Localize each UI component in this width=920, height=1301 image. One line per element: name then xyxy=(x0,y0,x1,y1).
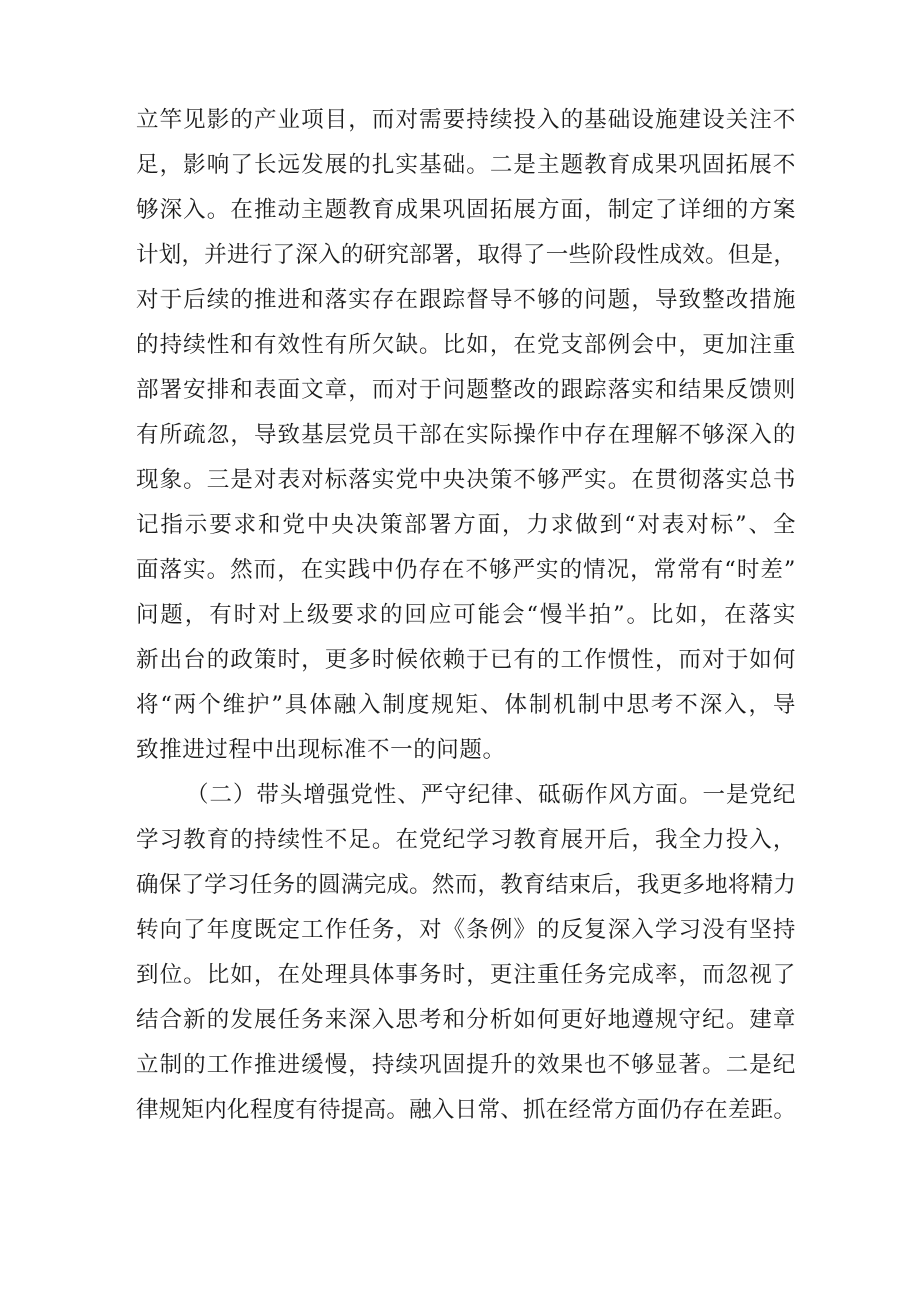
text-line: 有所疏忽，导致基层党员干部在实际操作中存在理解不够深入的 xyxy=(136,422,796,448)
text-line: 律规矩内化程度有待提高。融入日常、抓在经常方面仍存在差距。 xyxy=(136,1097,796,1123)
text-line: 转向了年度既定工作任务，对《条例》的反复深入学习没有坚持 xyxy=(136,917,796,943)
text-line: 立竿见影的产业项目，而对需要持续投入的基础设施建设关注不 xyxy=(136,107,796,133)
text-line: 计划，并进行了深入的研究部署，取得了一些阶段性成效。但是， xyxy=(136,242,796,268)
text-line: 记指示要求和党中央决策部署方面，力求做到“对表对标”、全 xyxy=(136,512,796,538)
section-heading-line: （二）带头增强党性、严守纪律、砥砺作风方面。一是党纪 xyxy=(186,782,796,808)
paragraph-end-line: 致推进过程中出现标准不一的问题。 xyxy=(136,737,506,763)
text-line: 确保了学习任务的圆满完成。然而，教育结束后，我更多地将精力 xyxy=(136,872,796,898)
text-line: 现象。三是对表对标落实党中央决策不够严实。在贯彻落实总书 xyxy=(136,467,796,493)
text-line: 将“两个维护”具体融入制度规矩、体制机制中思考不深入，导 xyxy=(136,692,796,718)
text-line: 问题，有时对上级要求的回应可能会“慢半拍”。比如，在落实 xyxy=(136,602,796,628)
text-line: 部署安排和表面文章，而对于问题整改的跟踪落实和结果反馈则 xyxy=(136,377,796,403)
text-line: 新出台的政策时，更多时候依赖于已有的工作惯性，而对于如何 xyxy=(136,647,796,673)
text-line: 结合新的发展任务来深入思考和分析如何更好地遵规守纪。建章 xyxy=(136,1007,796,1033)
text-line: 对于后续的推进和落实存在跟踪督导不够的问题，导致整改措施 xyxy=(136,287,796,313)
text-line: 学习教育的持续性不足。在党纪学习教育展开后，我全力投入， xyxy=(136,827,796,853)
text-line: 足，影响了长远发展的扎实基础。二是主题教育成果巩固拓展不 xyxy=(136,152,796,178)
text-line: 到位。比如，在处理具体事务时，更注重任务完成率，而忽视了 xyxy=(136,962,796,988)
text-line: 立制的工作推进缓慢，持续巩固提升的效果也不够显著。二是纪 xyxy=(136,1052,796,1078)
text-line: 够深入。在推动主题教育成果巩固拓展方面，制定了详细的方案 xyxy=(136,197,796,223)
text-line: 的持续性和有效性有所欠缺。比如，在党支部例会中，更加注重 xyxy=(136,332,796,358)
body-text xyxy=(136,98,796,1133)
text-line: 面落实。然而，在实践中仍存在不够严实的情况，常常有“时差” xyxy=(136,557,796,583)
